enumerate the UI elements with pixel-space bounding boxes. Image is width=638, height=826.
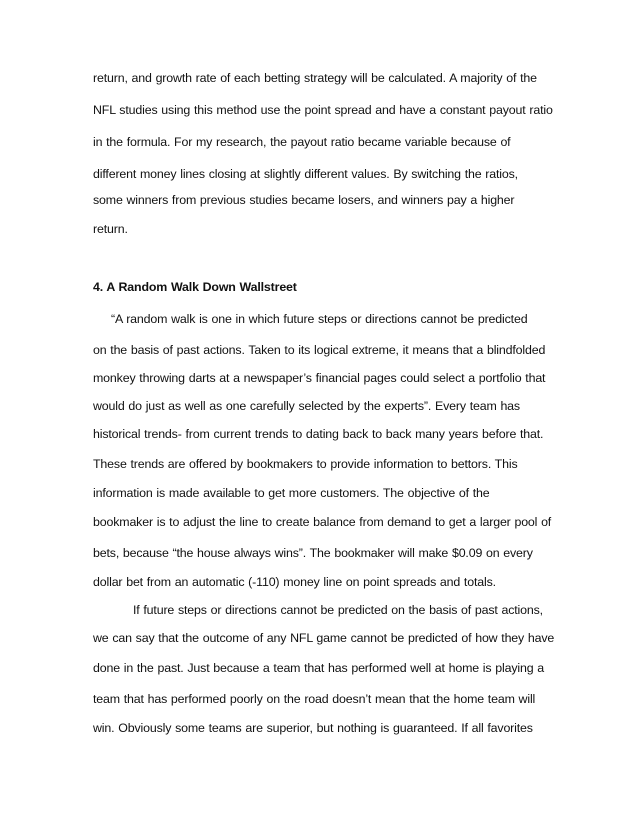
paragraph-2-line: would do just as well as one carefully selected by the experts”. Every team has <box>93 399 520 413</box>
paragraph-3-line: win. Obviously some teams are superior, but nothing is guaranteed. If all favorites <box>93 721 533 735</box>
section-heading: 4. A Random Walk Down Wallstreet <box>93 280 297 294</box>
paragraph-1-line: some winners from previous studies became losers, and winners pay a higher <box>93 193 515 207</box>
paragraph-1-line: return. <box>93 222 128 236</box>
paragraph-3-line: team that has performed poorly on the road doesn’t mean that the home team will <box>93 692 536 706</box>
paragraph-3-line: we can say that the outcome of any NFL game cannot be predicted of how they have <box>93 631 555 645</box>
paragraph-1-line: in the formula. For my research, the payout ratio became variable because of <box>93 135 511 149</box>
paragraph-2-line: information is made available to get more customers. The objective of the <box>93 486 490 500</box>
paragraph-1-line: different money lines closing at slightly different values. By switching the ratios, <box>93 167 518 181</box>
paragraph-2-line: bets, because “the house always wins”. The bookmaker will make $0.09 on every <box>93 546 533 560</box>
paragraph-2-line: bookmaker is to adjust the line to create balance from demand to get a larger pool of <box>93 515 552 529</box>
paragraph-2-line: on the basis of past actions. Taken to its logical extreme, it means that a blindfolded <box>93 343 546 357</box>
paragraph-1-line: NFL studies using this method use the point spread and have a constant payout ratio <box>93 103 553 117</box>
paragraph-3-line: If future steps or directions cannot be predicted on the basis of past actions, <box>133 603 543 617</box>
paragraph-2-line: dollar bet from an automatic (-110) money line on point spreads and totals. <box>93 575 496 589</box>
paragraph-2-line: monkey throwing darts at a newspaper’s financial pages could select a portfolio that <box>93 371 546 385</box>
paragraph-2-line: These trends are offered by bookmakers to provide information to bettors. This <box>93 457 518 471</box>
paragraph-2-line: “A random walk is one in which future steps or directions cannot be predicted <box>111 312 528 326</box>
paragraph-3-line: done in the past. Just because a team that has performed well at home is playing a <box>93 661 544 675</box>
paragraph-1-line: return, and growth rate of each betting strategy will be calculated. A majority of the <box>93 71 537 85</box>
paragraph-2-line: historical trends- from current trends to dating back to back many years before that. <box>93 427 544 441</box>
